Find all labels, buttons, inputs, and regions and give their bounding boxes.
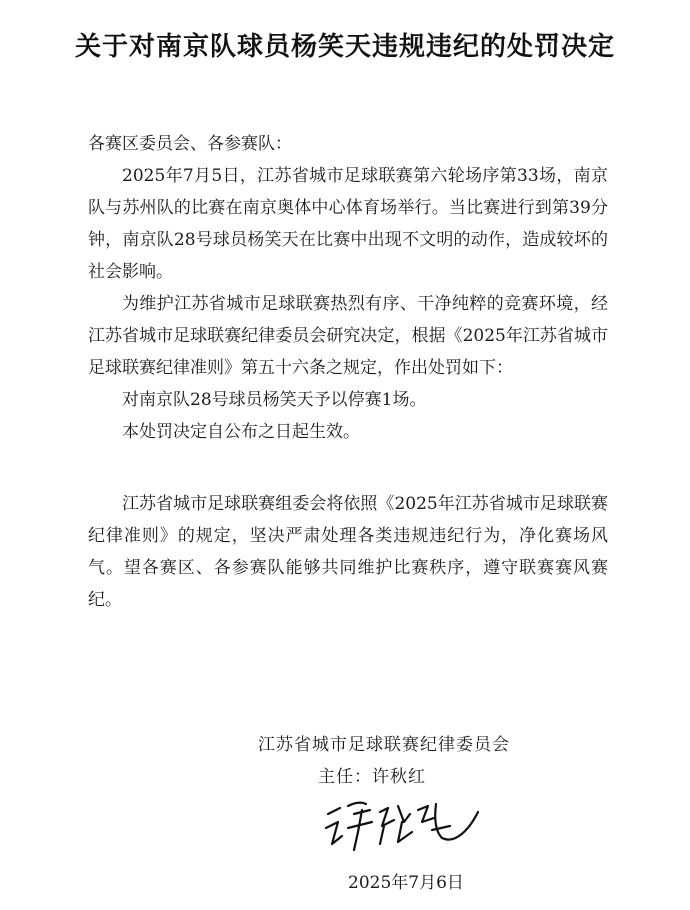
closing-section [88,488,608,616]
document-date: 2025年7月6日 [348,873,464,893]
paragraph-basis: 为维护江苏省城市足球联赛热烈有序、干净纯粹的竞赛环境，经江苏省城市足球联赛纪律委员会研究决定，根据《2025年江苏省城市足球联赛纪律准则》第五十六条之规定，作出处罚如下： [88,294,608,378]
signing-head: 主任：许秋红 [318,767,426,787]
handwritten-signature [318,792,488,862]
paragraph-incident: 2025年7月5日，江苏省城市足球联赛第六轮场序第33场，南京队与苏州队的比赛在南京奥体中心体育场举行。当比赛进行到第39分钟，南京队28号球员杨笑天在比赛中出现不文明的动作，造成较坏的社会影响。 [88,166,608,282]
document-body [88,128,608,448]
salutation: 各赛区委员会、各参赛队： [88,134,292,154]
paragraph-effective: 本处罚决定自公布之日起生效。 [122,422,360,442]
signing-organization: 江苏省城市足球联赛纪律委员会 [258,735,510,755]
paragraph-closing: 江苏省城市足球联赛组委会将依照《2025年江苏省城市足球联赛纪律准则》的规定，坚决严肃处理各类违规违纪行为，净化赛场风气。望各赛区、各参赛队能够共同维护比赛秩序，遵守联赛赛风赛纪。 [88,494,608,610]
paragraph-penalty: 对南京队28号球员杨笑天予以停赛1场。 [122,390,427,410]
document-title: 关于对南京队球员杨笑天违规违纪的处罚决定 [74,32,615,62]
